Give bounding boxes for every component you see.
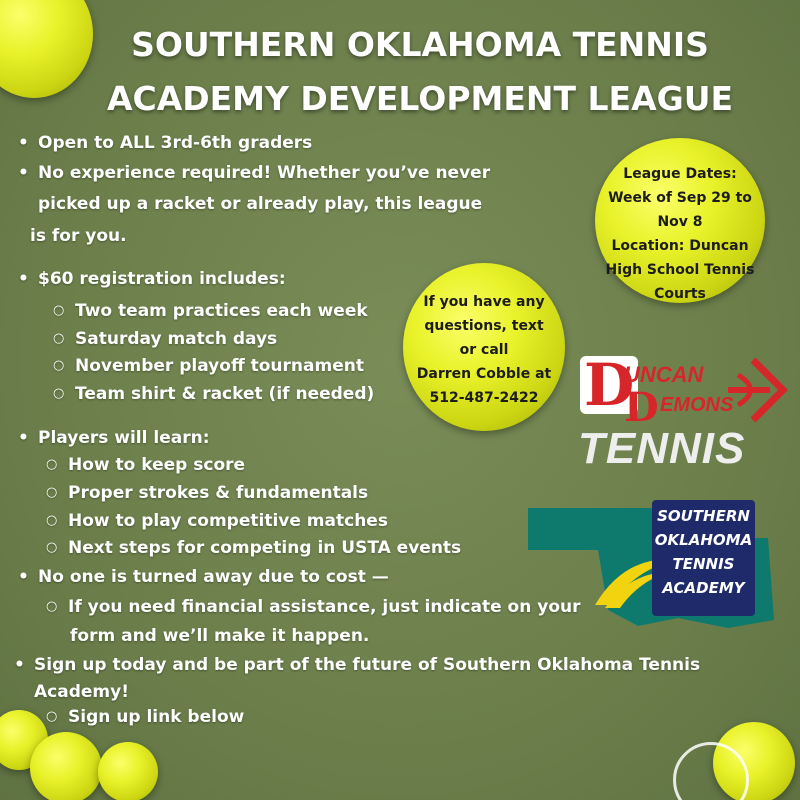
duncan-demons-logo [578, 350, 788, 473]
learn-item: ○ Proper strokes & fundamentals [68, 482, 368, 504]
contact-info-text [404, 290, 564, 410]
tennis-ball-bottom-left-decoration [98, 742, 158, 800]
academy-logo-line: SOUTHERN [657, 507, 750, 525]
contact-info-line: 512-487-2422 [429, 390, 539, 406]
bullet-no-experience-cont: is for you. [30, 226, 127, 246]
bullet-signup-cont: Academy! [34, 682, 129, 702]
league-info-line: High School Tennis [605, 262, 755, 278]
league-info-text [600, 162, 760, 306]
signup-sub-item: ○ Sign up link below [68, 706, 244, 728]
league-info-line: Courts [654, 286, 706, 302]
registration-item: ○ November playoff tournament [75, 355, 364, 377]
cost-sub-item: ○ If you need financial assistance, just indicate on your [68, 596, 581, 618]
tennis-ball-bottom-right-decoration [713, 722, 795, 800]
learn-item: ○ How to play competitive matches [68, 510, 388, 532]
academy-logo-line: TENNIS [672, 555, 735, 573]
registration-item: ○ Saturday match days [75, 328, 277, 350]
academy-logo-line: OKLAHOMA [654, 531, 753, 549]
tennis-ball-bottom-left-decoration [30, 732, 102, 800]
duncan-d-letter: D [580, 356, 638, 414]
bullet-registration: • $60 registration includes: [38, 268, 286, 290]
academy-logo-line: ACADEMY [662, 579, 745, 597]
bullet-learn: • Players will learn: [38, 427, 210, 449]
demons-d-letter: D [624, 384, 659, 431]
registration-item: ○ Team shirt & racket (if needed) [75, 383, 374, 405]
duncan-word: UNCAN [624, 362, 704, 387]
bullet-cost: • No one is turned away due to cost — [38, 566, 389, 588]
league-info-line: Week of Sep 29 to [608, 190, 752, 206]
bullet-no-experience: • No experience required! Whether you’ve never [38, 162, 490, 184]
learn-item: ○ How to keep score [68, 454, 245, 476]
contact-info-line: If you have any [423, 294, 545, 310]
cost-sub-item-cont: form and we’ll make it happen. [70, 626, 370, 646]
demons-word: EMONS [660, 394, 734, 416]
page-title-line-2: ACADEMY DEVELOPMENT LEAGUE [106, 79, 734, 118]
learn-item: ○ Next steps for competing in USTA events [68, 537, 461, 559]
tennis-word: TENNIS [578, 424, 746, 473]
contact-info-line: or call [459, 342, 509, 358]
league-info-line: Location: Duncan [611, 238, 749, 254]
league-info-line: League Dates: [623, 166, 737, 182]
league-info-line: Nov 8 [657, 214, 703, 230]
bullet-no-experience-cont: picked up a racket or already play, this league [38, 194, 483, 214]
academy-logo-box [652, 500, 755, 616]
registration-item: ○ Two team practices each week [75, 300, 368, 322]
contact-info-line: questions, text [424, 318, 544, 334]
page-title-line-1: SOUTHERN OKLAHOMA TENNIS [131, 25, 709, 64]
bullet-signup: • Sign up today and be part of the future of Southern Oklahoma Tennis [34, 654, 700, 676]
contact-info-line: Darren Cobble at [416, 366, 552, 382]
bullet-open: • Open to ALL 3rd-6th graders [38, 132, 312, 154]
